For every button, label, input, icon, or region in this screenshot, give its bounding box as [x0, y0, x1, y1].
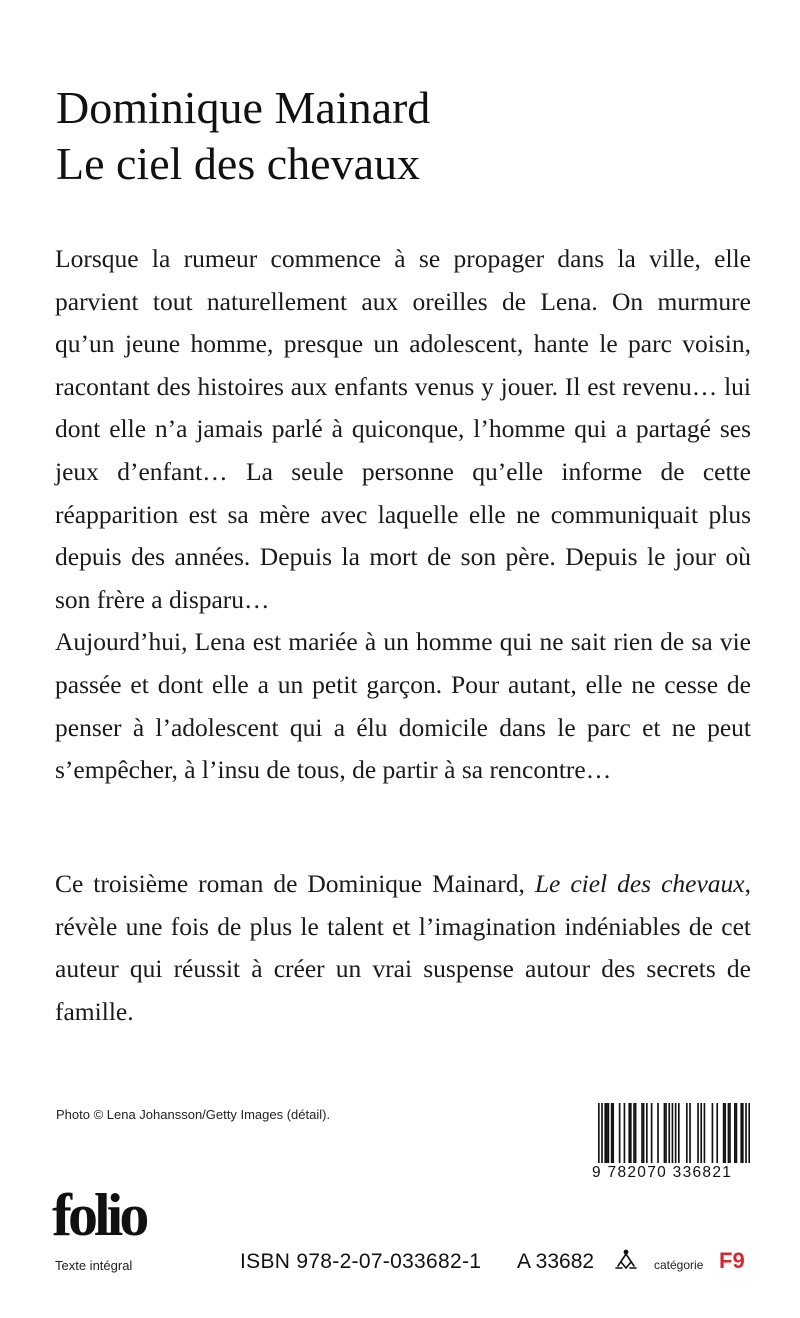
barcode-bar	[668, 1103, 670, 1163]
barcode-bar	[704, 1103, 706, 1163]
barcode-bar	[612, 1103, 614, 1163]
summary-paragraph-1: Lorsque la rumeur commence à se propager dans la ville, elle parvient tout naturellement aux oreilles de Lena. On murmure qu’un jeune homme, presque un adolescent, hante le parc voisin, racontant des histoires aux enfants venus y jouer. Il est revenu… lui dont elle n’a jamais parlé à quiconque, l’homme qui a partagé ses jeux d’enfant… La seule personne qu’elle informe de cette réapparition est sa mère avec laquelle elle ne communiquait plus depuis des années. Depuis la mort de son père. Depuis le jour où son frère a disparu…	[55, 244, 751, 614]
barcode-bar	[678, 1103, 680, 1163]
barcode-bar	[745, 1103, 747, 1163]
barcode-bar	[624, 1103, 626, 1163]
barcode-bar	[606, 1103, 608, 1163]
collection-label: Texte intégral	[55, 1258, 133, 1273]
barcode-bar	[619, 1103, 621, 1163]
barcode-bar	[633, 1103, 635, 1163]
barcode-bar	[672, 1103, 674, 1163]
barcode-bar	[689, 1103, 691, 1163]
barcode-bar	[601, 1103, 603, 1163]
barcode-bar	[641, 1103, 643, 1163]
folio-logo: folio	[52, 1182, 146, 1248]
barcode-bar	[611, 1103, 613, 1163]
barcode-bar	[665, 1103, 667, 1163]
barcode-bar	[742, 1103, 744, 1163]
review-paragraph	[55, 863, 751, 1033]
barcode-bar	[664, 1103, 666, 1163]
barcode-bar	[734, 1103, 736, 1163]
barcode-bar	[728, 1103, 730, 1163]
barcode-bar	[724, 1103, 726, 1163]
barcode-bar	[635, 1103, 637, 1163]
barcode-bar	[716, 1103, 718, 1163]
review-text-start: Ce troisième roman de Dominique Mainard,	[55, 869, 535, 898]
barcode-bar	[651, 1103, 653, 1163]
barcode-bar	[748, 1103, 750, 1163]
review-text-end: , révèle une fois de plus le talent et l’imagination indéniables de cet auteur qui réussit à créer un vrai suspense autour des secrets de famille.	[55, 869, 751, 1026]
author-name: Dominique Mainard	[56, 82, 431, 133]
reference-code: A 33682	[517, 1250, 595, 1273]
barcode-bar	[723, 1103, 725, 1163]
barcode-bar	[657, 1103, 659, 1163]
barcode-bar	[598, 1103, 600, 1163]
barcode-bar	[608, 1103, 610, 1163]
barcode-bar	[712, 1103, 714, 1163]
barcode-bar	[630, 1103, 632, 1163]
barcode-bar	[740, 1103, 742, 1163]
barcode-bar	[604, 1103, 606, 1163]
isbn-barcode	[598, 1103, 750, 1163]
barcode-bar	[729, 1103, 731, 1163]
barcode-number: 9 782070 336821	[592, 1164, 733, 1181]
barcode-bar	[628, 1103, 630, 1163]
book-header	[56, 80, 430, 192]
barcode-bar	[736, 1103, 738, 1163]
barcode-bar	[686, 1103, 688, 1163]
categorie-label: catégorie	[654, 1258, 704, 1272]
summary-block	[55, 238, 751, 792]
book-title: Le ciel des chevaux	[56, 138, 420, 189]
barcode-bar	[675, 1103, 677, 1163]
gallimard-emblem-icon	[612, 1246, 640, 1274]
categorie-code: F9	[719, 1248, 745, 1273]
review-title-italic: Le ciel des chevaux	[534, 869, 745, 898]
photo-credit: Photo © Lena Johansson/Getty Images (détail).	[56, 1107, 331, 1122]
barcode-bar	[646, 1103, 648, 1163]
barcode-bar	[700, 1103, 702, 1163]
barcode-bar	[697, 1103, 699, 1163]
isbn-text: ISBN 978-2-07-033682-1	[240, 1250, 482, 1273]
barcode-bar	[643, 1103, 645, 1163]
summary-paragraph-2: Aujourd’hui, Lena est mariée à un homme qui ne sait rien de sa vie passée et dont elle a un petit garçon. Pour autant, elle ne cesse de penser à l’adolescent qui a élu domicile dans le parc et ne peut s’empêcher, à l’insu de tous, de partir à sa rencontre…	[55, 627, 751, 785]
